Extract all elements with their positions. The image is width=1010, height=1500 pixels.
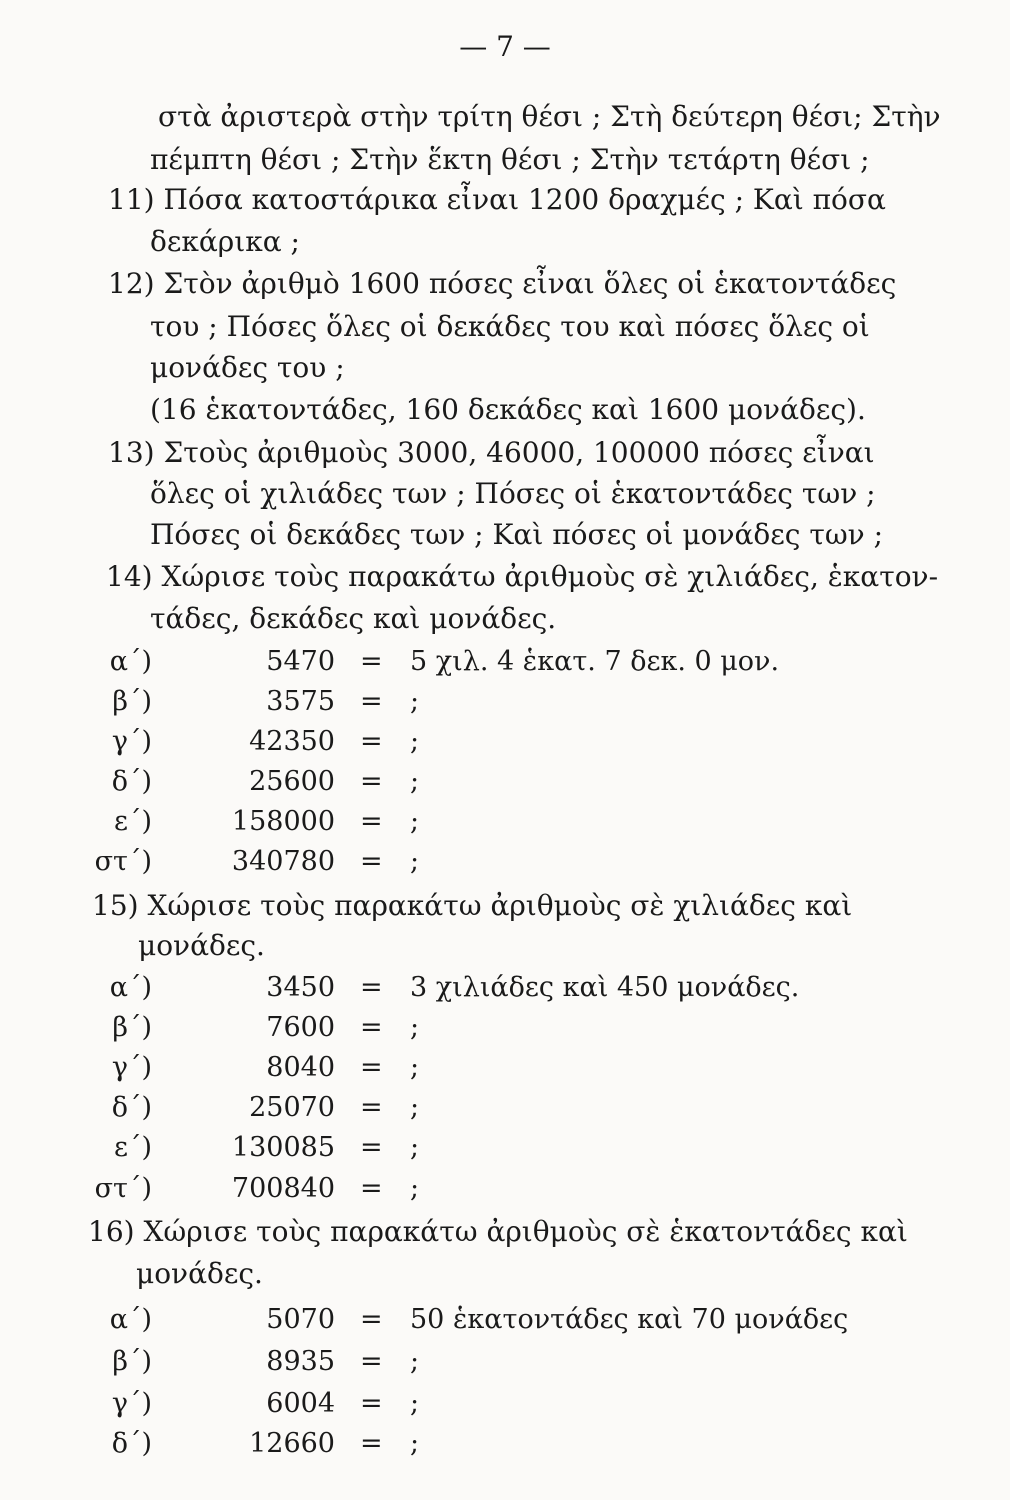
text-line: Πόσες οἱ δεκάδες των ; Καὶ πόσες οἱ μονάδες των ; (150, 518, 884, 551)
text-line: μονάδες. (136, 1257, 263, 1290)
row-label: στ΄) (94, 846, 152, 877)
equals-sign: = (360, 686, 383, 717)
ex15-row (80, 1134, 860, 1166)
ex14-row (80, 648, 860, 680)
row-label: δ΄) (111, 1428, 152, 1459)
exercise-14-text: 14) Χώρισε τοὺς παρακάτω ἀριθμοὺς σὲ χιλιάδες, ἑκατον- (106, 560, 939, 593)
ex16-row (80, 1306, 860, 1338)
row-result: 3 χιλιάδες καὶ 450 μονάδες. (410, 972, 800, 1003)
ex15-row (80, 1014, 860, 1046)
ex16-row (80, 1390, 860, 1422)
row-result: ; (410, 1173, 420, 1204)
row-label: γ΄) (111, 726, 152, 757)
row-result: ; (410, 1132, 420, 1163)
ex15-row (80, 1175, 860, 1207)
exercise-12-text: 12) Στὸν ἀριθμὸ 1600 πόσες εἶναι ὅλες οἱ ἑκατοντάδες (108, 267, 897, 300)
row-label: δ΄) (111, 766, 152, 797)
row-value: 8935 (266, 1346, 335, 1377)
row-result: ; (410, 1346, 420, 1377)
text-line: μονάδες του ; (150, 351, 345, 384)
equals-sign: = (360, 1304, 383, 1335)
row-value: 5470 (266, 646, 335, 677)
exercise-16-text: 16) Χώρισε τοὺς παρακάτω ἀριθμοὺς σὲ ἑκατοντάδες καὶ (88, 1215, 908, 1248)
row-value: 8040 (266, 1052, 335, 1083)
row-label: γ΄) (111, 1052, 152, 1083)
row-value: 340780 (231, 846, 335, 877)
equals-sign: = (360, 806, 383, 837)
ex16-row (80, 1430, 860, 1462)
page-number: — 7 — (459, 30, 551, 63)
row-result: ; (410, 686, 420, 717)
equals-sign: = (360, 1388, 383, 1419)
ex14-row (80, 808, 860, 840)
row-label: ε΄) (113, 806, 152, 837)
exercise-13-text: 13) Στοὺς ἀριθμοὺς 3000, 46000, 100000 πόσες εἶναι (108, 436, 875, 469)
text-line: μονάδες. (138, 929, 265, 962)
equals-sign: = (360, 1428, 383, 1459)
row-result: 50 ἑκατοντάδες καὶ 70 μονάδες (410, 1304, 849, 1335)
row-label: γ΄) (111, 1388, 152, 1419)
ex14-row (80, 848, 860, 880)
row-label: β΄) (112, 1012, 152, 1043)
equals-sign: = (360, 1012, 383, 1043)
row-value: 3575 (266, 686, 335, 717)
row-value: 6004 (266, 1388, 335, 1419)
exercise-11-text: 11) Πόσα κατοστάρικα εἶναι 1200 δραχμές ; Καὶ πόσα (108, 183, 886, 216)
row-value: 42350 (249, 726, 335, 757)
row-label: α΄) (109, 972, 152, 1003)
ex14-row (80, 688, 860, 720)
equals-sign: = (360, 1173, 383, 1204)
row-value: 7600 (266, 1012, 335, 1043)
row-value: 700840 (231, 1173, 335, 1204)
row-result: ; (410, 1012, 420, 1043)
row-result: ; (410, 1428, 420, 1459)
equals-sign: = (360, 726, 383, 757)
equals-sign: = (360, 846, 383, 877)
equals-sign: = (360, 766, 383, 797)
row-result: ; (410, 1092, 420, 1123)
row-label: β΄) (112, 686, 152, 717)
row-result: ; (410, 846, 420, 877)
ex14-row (80, 728, 860, 760)
text-line: πέμπτη θέσι ; Στὴν ἕκτη θέσι ; Στὴν τετάρτη θέσι ; (150, 143, 870, 176)
equals-sign: = (360, 1132, 383, 1163)
row-result: 5 χιλ. 4 ἑκατ. 7 δεκ. 0 μον. (410, 646, 780, 677)
row-result: ; (410, 766, 420, 797)
ex15-row (80, 1094, 860, 1126)
equals-sign: = (360, 1346, 383, 1377)
text-line: τάδες, δεκάδες καὶ μονάδες. (150, 602, 557, 635)
ex15-row (80, 974, 860, 1006)
equals-sign: = (360, 646, 383, 677)
text-line: του ; Πόσες ὅλες οἱ δεκάδες του καὶ πόσες ὅλες οἱ (150, 310, 870, 343)
exercise-15-text: 15) Χώρισε τοὺς παρακάτω ἀριθμοὺς σὲ χιλιάδες καὶ (92, 889, 853, 922)
row-value: 3450 (266, 972, 335, 1003)
row-value: 25600 (249, 766, 335, 797)
exercise-12-answer: (16 ἑκατοντάδες, 160 δεκάδες καὶ 1600 μονάδες). (150, 393, 866, 426)
row-value: 25070 (249, 1092, 335, 1123)
text-line: δεκάρικα ; (150, 225, 300, 258)
ex15-row (80, 1054, 860, 1086)
row-label: α΄) (109, 646, 152, 677)
ex16-row (80, 1348, 860, 1380)
row-result: ; (410, 726, 420, 757)
row-label: β΄) (112, 1346, 152, 1377)
row-value: 130085 (231, 1132, 335, 1163)
ex14-row (80, 768, 860, 800)
row-value: 158000 (231, 806, 335, 837)
row-result: ; (410, 1052, 420, 1083)
row-label: α΄) (109, 1304, 152, 1335)
equals-sign: = (360, 1092, 383, 1123)
row-label: στ΄) (94, 1173, 152, 1204)
equals-sign: = (360, 972, 383, 1003)
text-line: ὅλες οἱ χιλιάδες των ; Πόσες οἱ ἑκατοντάδες των ; (150, 477, 876, 510)
row-label: ε΄) (113, 1132, 152, 1163)
row-result: ; (410, 1388, 420, 1419)
text-line: στὰ ἀριστερὰ στὴν τρίτη θέσι ; Στὴ δεύτερη θέσι; Στὴν (158, 100, 941, 133)
row-result: ; (410, 806, 420, 837)
row-value: 12660 (249, 1428, 335, 1459)
equals-sign: = (360, 1052, 383, 1083)
row-label: δ΄) (111, 1092, 152, 1123)
row-value: 5070 (266, 1304, 335, 1335)
